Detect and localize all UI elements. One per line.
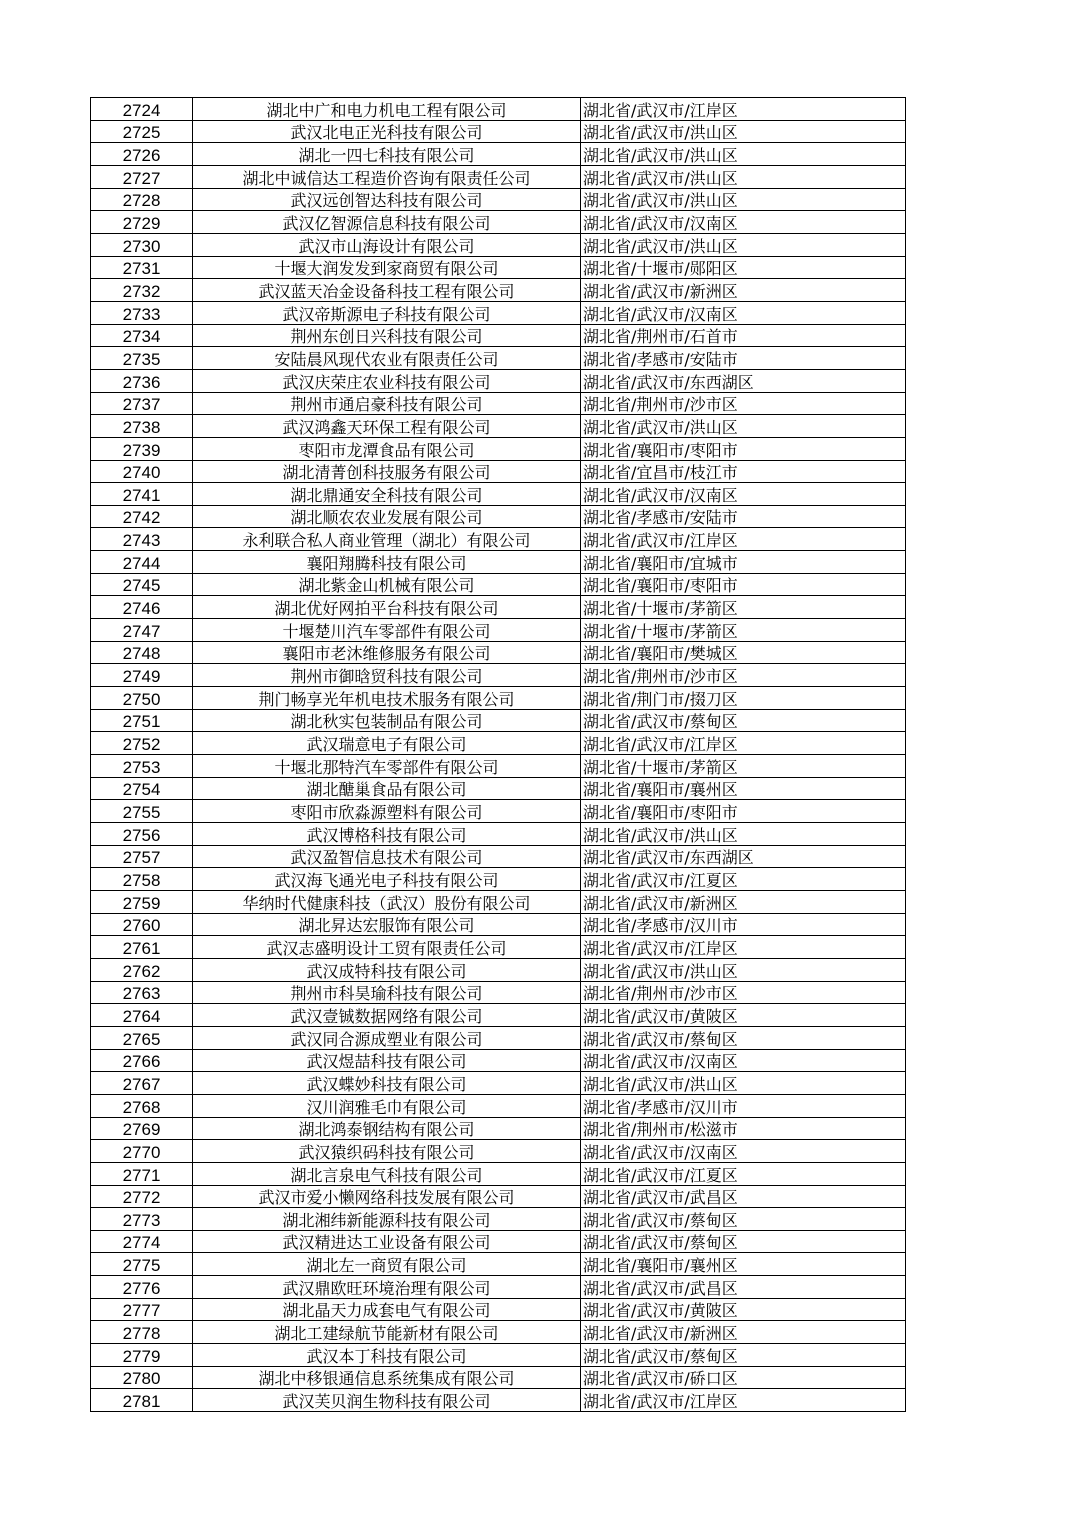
location-cell: 湖北省/武汉市/蔡甸区 — [581, 1230, 906, 1253]
company-name-cell: 武汉鼎欧旺环境治理有限公司 — [193, 1276, 581, 1299]
location-cell: 湖北省/武汉市/江夏区 — [581, 1162, 906, 1185]
company-name-cell: 武汉壹铖数据网络有限公司 — [193, 1004, 581, 1027]
table-row — [91, 732, 906, 755]
row-number-cell: 2773 — [91, 1208, 193, 1231]
company-name-cell: 十堰北那特汽车零部件有限公司 — [193, 755, 581, 778]
company-name-cell: 武汉盈智信息技术有限公司 — [193, 845, 581, 868]
location-cell: 湖北省/武汉市/新洲区 — [581, 1321, 906, 1344]
table-row — [91, 1185, 906, 1208]
table-row — [91, 301, 906, 324]
table-row — [91, 1389, 906, 1412]
company-name-cell: 湖北鸿泰钢结构有限公司 — [193, 1117, 581, 1140]
location-cell: 湖北省/武汉市/汉南区 — [581, 211, 906, 234]
location-cell: 湖北省/武汉市/东西湖区 — [581, 369, 906, 392]
row-number-cell: 2725 — [91, 120, 193, 143]
company-name-cell: 湖北左一商贸有限公司 — [193, 1253, 581, 1276]
company-name-cell: 武汉市山海设计有限公司 — [193, 233, 581, 256]
location-cell: 湖北省/武汉市/黄陂区 — [581, 1298, 906, 1321]
table-row — [91, 800, 906, 823]
row-number-cell: 2747 — [91, 619, 193, 642]
company-name-cell: 荆门畅享光年机电技术服务有限公司 — [193, 687, 581, 710]
location-cell: 湖北省/武汉市/新洲区 — [581, 890, 906, 913]
location-cell: 湖北省/孝感市/汉川市 — [581, 913, 906, 936]
row-number-cell: 2780 — [91, 1366, 193, 1389]
table-row — [91, 1253, 906, 1276]
location-cell: 湖北省/武汉市/武昌区 — [581, 1276, 906, 1299]
location-cell: 湖北省/武汉市/新洲区 — [581, 279, 906, 302]
location-cell: 湖北省/武汉市/蔡甸区 — [581, 709, 906, 732]
table-row — [91, 755, 906, 778]
row-number-cell: 2735 — [91, 347, 193, 370]
company-name-cell: 永利联合私人商业管理（湖北）有限公司 — [193, 528, 581, 551]
table-row — [91, 1004, 906, 1027]
row-number-cell: 2742 — [91, 505, 193, 528]
row-number-cell: 2724 — [91, 98, 193, 121]
company-name-cell: 湖北昇达宏服饰有限公司 — [193, 913, 581, 936]
company-list-table — [90, 97, 906, 1412]
row-number-cell: 2763 — [91, 981, 193, 1004]
company-name-cell: 荆州市御晗贸科技有限公司 — [193, 664, 581, 687]
table-row — [91, 913, 906, 936]
table-row — [91, 1344, 906, 1367]
table-row — [91, 845, 906, 868]
location-cell: 湖北省/武汉市/洪山区 — [581, 1072, 906, 1095]
row-number-cell: 2741 — [91, 483, 193, 506]
company-name-cell: 荆州市通启豪科技有限公司 — [193, 392, 581, 415]
row-number-cell: 2734 — [91, 324, 193, 347]
row-number-cell: 2769 — [91, 1117, 193, 1140]
row-number-cell: 2775 — [91, 1253, 193, 1276]
company-name-cell: 武汉北电正光科技有限公司 — [193, 120, 581, 143]
row-number-cell: 2730 — [91, 233, 193, 256]
table-row — [91, 528, 906, 551]
location-cell: 湖北省/武汉市/东西湖区 — [581, 845, 906, 868]
row-number-cell: 2758 — [91, 868, 193, 891]
row-number-cell: 2777 — [91, 1298, 193, 1321]
row-number-cell: 2761 — [91, 936, 193, 959]
row-number-cell: 2762 — [91, 958, 193, 981]
table-row — [91, 664, 906, 687]
table-row — [91, 347, 906, 370]
table-row — [91, 1094, 906, 1117]
company-name-cell: 武汉蓝天冶金设备科技工程有限公司 — [193, 279, 581, 302]
company-name-cell: 武汉庆荣庄农业科技有限公司 — [193, 369, 581, 392]
location-cell: 湖北省/武汉市/江岸区 — [581, 1389, 906, 1412]
row-number-cell: 2756 — [91, 823, 193, 846]
company-name-cell: 武汉精进达工业设备有限公司 — [193, 1230, 581, 1253]
company-name-cell: 湖北晶天力成套电气有限公司 — [193, 1298, 581, 1321]
table-row — [91, 1276, 906, 1299]
row-number-cell: 2746 — [91, 596, 193, 619]
row-number-cell: 2765 — [91, 1026, 193, 1049]
location-cell: 湖北省/荆门市/掇刀区 — [581, 687, 906, 710]
row-number-cell: 2759 — [91, 890, 193, 913]
table-row — [91, 188, 906, 211]
location-cell: 湖北省/襄阳市/襄州区 — [581, 1253, 906, 1276]
table-row — [91, 415, 906, 438]
location-cell: 湖北省/武汉市/江岸区 — [581, 732, 906, 755]
location-cell: 湖北省/十堰市/茅箭区 — [581, 619, 906, 642]
company-name-cell: 枣阳市欣淼源塑料有限公司 — [193, 800, 581, 823]
company-name-cell: 武汉同合源成塑业有限公司 — [193, 1026, 581, 1049]
table-row — [91, 596, 906, 619]
company-name-cell: 湖北优好网拍平台科技有限公司 — [193, 596, 581, 619]
company-name-cell: 武汉市爱小懒网络科技发展有限公司 — [193, 1185, 581, 1208]
table-row — [91, 233, 906, 256]
company-name-cell: 湖北工建绿航节能新材有限公司 — [193, 1321, 581, 1344]
row-number-cell: 2752 — [91, 732, 193, 755]
location-cell: 湖北省/荆州市/松滋市 — [581, 1117, 906, 1140]
location-cell: 湖北省/襄阳市/枣阳市 — [581, 573, 906, 596]
row-number-cell: 2754 — [91, 777, 193, 800]
location-cell: 湖北省/武汉市/江夏区 — [581, 868, 906, 891]
company-name-cell: 枣阳市龙潭食品有限公司 — [193, 437, 581, 460]
location-cell: 湖北省/襄阳市/襄州区 — [581, 777, 906, 800]
table-row — [91, 777, 906, 800]
table-row — [91, 120, 906, 143]
table-row — [91, 98, 906, 121]
row-number-cell: 2731 — [91, 256, 193, 279]
location-cell: 湖北省/武汉市/蔡甸区 — [581, 1344, 906, 1367]
table-row — [91, 823, 906, 846]
table-row — [91, 1321, 906, 1344]
location-cell: 湖北省/武汉市/洪山区 — [581, 415, 906, 438]
company-name-cell: 湖北顺农农业发展有限公司 — [193, 505, 581, 528]
company-name-cell: 湖北湘纬新能源科技有限公司 — [193, 1208, 581, 1231]
company-name-cell: 湖北紫金山机械有限公司 — [193, 573, 581, 596]
table-row — [91, 709, 906, 732]
table-row — [91, 369, 906, 392]
row-number-cell: 2779 — [91, 1344, 193, 1367]
location-cell: 湖北省/武汉市/汉南区 — [581, 1140, 906, 1163]
row-number-cell: 2727 — [91, 165, 193, 188]
company-name-cell: 湖北醣巢食品有限公司 — [193, 777, 581, 800]
company-name-cell: 武汉亿智源信息科技有限公司 — [193, 211, 581, 234]
row-number-cell: 2749 — [91, 664, 193, 687]
table-row — [91, 437, 906, 460]
location-cell: 湖北省/武汉市/江岸区 — [581, 528, 906, 551]
location-cell: 湖北省/襄阳市/枣阳市 — [581, 437, 906, 460]
table-row — [91, 1208, 906, 1231]
row-number-cell: 2728 — [91, 188, 193, 211]
row-number-cell: 2776 — [91, 1276, 193, 1299]
table-row — [91, 1230, 906, 1253]
company-name-cell: 武汉芙贝润生物科技有限公司 — [193, 1389, 581, 1412]
table-row — [91, 165, 906, 188]
row-number-cell: 2772 — [91, 1185, 193, 1208]
row-number-cell: 2729 — [91, 211, 193, 234]
row-number-cell: 2770 — [91, 1140, 193, 1163]
table-row — [91, 256, 906, 279]
location-cell: 湖北省/武汉市/洪山区 — [581, 958, 906, 981]
location-cell: 湖北省/十堰市/茅箭区 — [581, 755, 906, 778]
location-cell: 湖北省/武汉市/洪山区 — [581, 823, 906, 846]
row-number-cell: 2753 — [91, 755, 193, 778]
location-cell: 湖北省/孝感市/汉川市 — [581, 1094, 906, 1117]
location-cell: 湖北省/孝感市/安陆市 — [581, 347, 906, 370]
location-cell: 湖北省/宜昌市/枝江市 — [581, 460, 906, 483]
row-number-cell: 2732 — [91, 279, 193, 302]
table-row — [91, 1366, 906, 1389]
row-number-cell: 2737 — [91, 392, 193, 415]
company-name-cell: 襄阳翔腾科技有限公司 — [193, 551, 581, 574]
table-row — [91, 279, 906, 302]
row-number-cell: 2748 — [91, 641, 193, 664]
company-name-cell: 武汉博格科技有限公司 — [193, 823, 581, 846]
location-cell: 湖北省/武汉市/汉南区 — [581, 1049, 906, 1072]
location-cell: 湖北省/襄阳市/宜城市 — [581, 551, 906, 574]
table-row — [91, 1162, 906, 1185]
company-name-cell: 武汉成特科技有限公司 — [193, 958, 581, 981]
location-cell: 湖北省/十堰市/郧阳区 — [581, 256, 906, 279]
company-name-cell: 汉川润雅毛巾有限公司 — [193, 1094, 581, 1117]
table-row — [91, 890, 906, 913]
table-row — [91, 641, 906, 664]
location-cell: 湖北省/荆州市/沙市区 — [581, 981, 906, 1004]
company-name-cell: 湖北中诚信达工程造价咨询有限责任公司 — [193, 165, 581, 188]
row-number-cell: 2739 — [91, 437, 193, 460]
company-name-cell: 湖北言泉电气科技有限公司 — [193, 1162, 581, 1185]
location-cell: 湖北省/武汉市/洪山区 — [581, 188, 906, 211]
row-number-cell: 2767 — [91, 1072, 193, 1095]
table-row — [91, 483, 906, 506]
table-row — [91, 1140, 906, 1163]
location-cell: 湖北省/武汉市/武昌区 — [581, 1185, 906, 1208]
location-cell: 湖北省/武汉市/洪山区 — [581, 143, 906, 166]
company-name-cell: 武汉猿织码科技有限公司 — [193, 1140, 581, 1163]
row-number-cell: 2771 — [91, 1162, 193, 1185]
location-cell: 湖北省/荆州市/石首市 — [581, 324, 906, 347]
row-number-cell: 2774 — [91, 1230, 193, 1253]
table-row — [91, 505, 906, 528]
location-cell: 湖北省/十堰市/茅箭区 — [581, 596, 906, 619]
row-number-cell: 2738 — [91, 415, 193, 438]
company-list-body — [91, 98, 906, 1412]
location-cell: 湖北省/武汉市/洪山区 — [581, 233, 906, 256]
row-number-cell: 2745 — [91, 573, 193, 596]
table-row — [91, 573, 906, 596]
table-row — [91, 1072, 906, 1095]
location-cell: 湖北省/荆州市/沙市区 — [581, 392, 906, 415]
company-name-cell: 武汉志盛明设计工贸有限责任公司 — [193, 936, 581, 959]
row-number-cell: 2755 — [91, 800, 193, 823]
row-number-cell: 2768 — [91, 1094, 193, 1117]
row-number-cell: 2750 — [91, 687, 193, 710]
company-name-cell: 武汉蝶妙科技有限公司 — [193, 1072, 581, 1095]
row-number-cell: 2766 — [91, 1049, 193, 1072]
company-name-cell: 安陆晨风现代农业有限责任公司 — [193, 347, 581, 370]
company-name-cell: 十堰大润发发到家商贸有限公司 — [193, 256, 581, 279]
location-cell: 湖北省/武汉市/硚口区 — [581, 1366, 906, 1389]
location-cell: 湖北省/武汉市/江岸区 — [581, 936, 906, 959]
location-cell: 湖北省/武汉市/汉南区 — [581, 483, 906, 506]
row-number-cell: 2757 — [91, 845, 193, 868]
table-row — [91, 324, 906, 347]
row-number-cell: 2751 — [91, 709, 193, 732]
location-cell: 湖北省/襄阳市/樊城区 — [581, 641, 906, 664]
row-number-cell: 2736 — [91, 369, 193, 392]
table-row — [91, 1049, 906, 1072]
company-name-cell: 武汉海飞通光电子科技有限公司 — [193, 868, 581, 891]
row-number-cell: 2743 — [91, 528, 193, 551]
table-row — [91, 1117, 906, 1140]
company-name-cell: 湖北清菁创科技服务有限公司 — [193, 460, 581, 483]
location-cell: 湖北省/武汉市/洪山区 — [581, 120, 906, 143]
row-number-cell: 2760 — [91, 913, 193, 936]
location-cell: 湖北省/武汉市/蔡甸区 — [581, 1026, 906, 1049]
location-cell: 湖北省/武汉市/洪山区 — [581, 165, 906, 188]
row-number-cell: 2740 — [91, 460, 193, 483]
company-name-cell: 湖北鼎通安全科技有限公司 — [193, 483, 581, 506]
row-number-cell: 2781 — [91, 1389, 193, 1412]
table-row — [91, 868, 906, 891]
location-cell: 湖北省/荆州市/沙市区 — [581, 664, 906, 687]
table-row — [91, 211, 906, 234]
company-name-cell: 武汉本丁科技有限公司 — [193, 1344, 581, 1367]
company-name-cell: 十堰楚川汽车零部件有限公司 — [193, 619, 581, 642]
company-name-cell: 武汉鸿鑫天环保工程有限公司 — [193, 415, 581, 438]
table-row — [91, 1298, 906, 1321]
table-row — [91, 619, 906, 642]
table-row — [91, 551, 906, 574]
company-name-cell: 华纳时代健康科技（武汉）股份有限公司 — [193, 890, 581, 913]
row-number-cell: 2733 — [91, 301, 193, 324]
company-name-cell: 武汉瑞意电子有限公司 — [193, 732, 581, 755]
company-name-cell: 武汉帝斯源电子科技有限公司 — [193, 301, 581, 324]
table-row — [91, 981, 906, 1004]
table-row — [91, 936, 906, 959]
company-name-cell: 武汉煜喆科技有限公司 — [193, 1049, 581, 1072]
company-name-cell: 湖北一四七科技有限公司 — [193, 143, 581, 166]
company-name-cell: 湖北中广和电力机电工程有限公司 — [193, 98, 581, 121]
location-cell: 湖北省/襄阳市/枣阳市 — [581, 800, 906, 823]
table-row — [91, 460, 906, 483]
location-cell: 湖北省/武汉市/汉南区 — [581, 301, 906, 324]
row-number-cell: 2726 — [91, 143, 193, 166]
row-number-cell: 2778 — [91, 1321, 193, 1344]
location-cell: 湖北省/孝感市/安陆市 — [581, 505, 906, 528]
table-row — [91, 958, 906, 981]
table-row — [91, 143, 906, 166]
table-row — [91, 392, 906, 415]
row-number-cell: 2744 — [91, 551, 193, 574]
table-row — [91, 687, 906, 710]
location-cell: 湖北省/武汉市/黄陂区 — [581, 1004, 906, 1027]
company-name-cell: 武汉远创智达科技有限公司 — [193, 188, 581, 211]
company-name-cell: 荆州市科昊瑜科技有限公司 — [193, 981, 581, 1004]
table-row — [91, 1026, 906, 1049]
company-name-cell: 湖北中移银通信息系统集成有限公司 — [193, 1366, 581, 1389]
company-name-cell: 襄阳市老沐维修服务有限公司 — [193, 641, 581, 664]
company-name-cell: 湖北秋实包装制品有限公司 — [193, 709, 581, 732]
row-number-cell: 2764 — [91, 1004, 193, 1027]
location-cell: 湖北省/武汉市/蔡甸区 — [581, 1208, 906, 1231]
location-cell: 湖北省/武汉市/江岸区 — [581, 98, 906, 121]
company-name-cell: 荆州东创日兴科技有限公司 — [193, 324, 581, 347]
